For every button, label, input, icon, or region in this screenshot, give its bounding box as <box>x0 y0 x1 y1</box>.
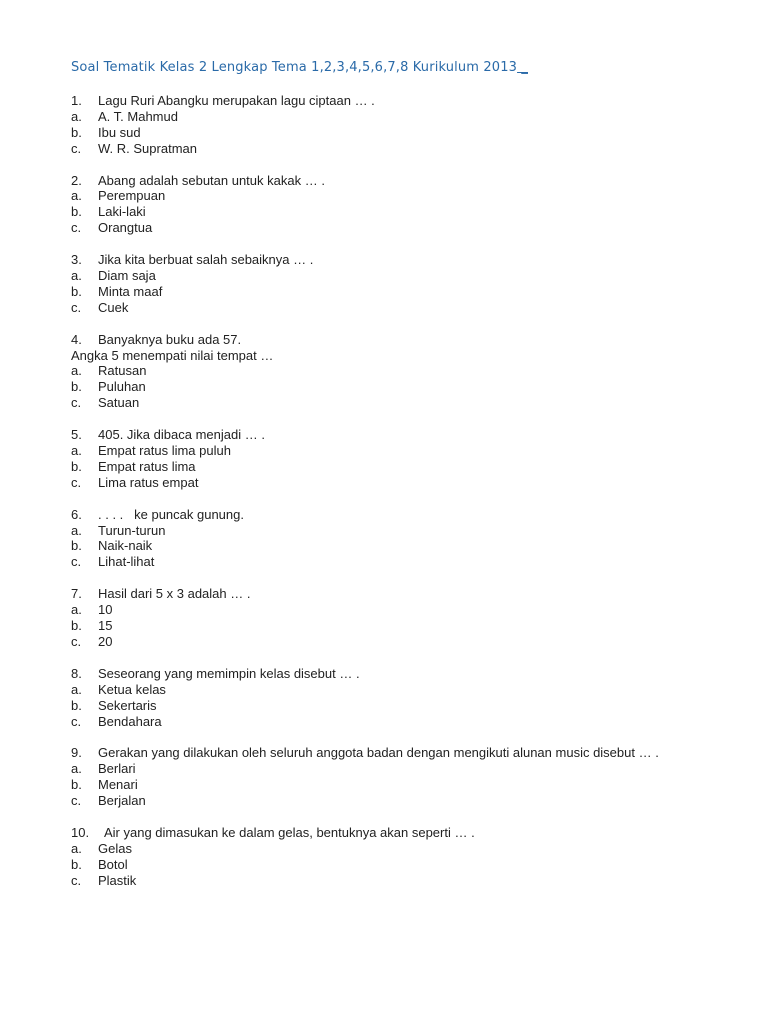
option-text: 15 <box>98 618 113 634</box>
option-c <box>71 395 751 411</box>
option-text: Cuek <box>98 299 129 315</box>
option-c <box>71 714 751 730</box>
option-b <box>71 777 751 793</box>
option-text: Berlari <box>98 761 136 777</box>
option-text: Empat ratus lima <box>98 458 196 474</box>
question-number: 4. <box>71 331 82 347</box>
option-b <box>71 284 751 300</box>
option-c <box>71 300 751 316</box>
option-letter: a. <box>71 363 82 379</box>
option-text: Satuan <box>98 395 140 411</box>
title-underscore: _ <box>517 60 528 75</box>
option-b <box>71 204 751 220</box>
option-letter: c. <box>71 793 82 809</box>
option-letter: a. <box>71 840 82 856</box>
question-list <box>71 93 751 905</box>
option-letter: a. <box>71 761 82 777</box>
option-text: Ibu sud <box>98 124 141 140</box>
option-letter: b. <box>71 379 82 395</box>
option-text: Bendahara <box>98 713 162 729</box>
option-c <box>71 873 751 889</box>
option-letter: b. <box>71 538 82 554</box>
option-letter: a. <box>71 522 82 538</box>
option-text: Sekertaris <box>98 697 157 713</box>
option-text: Plastik <box>98 872 137 888</box>
question-text: Jika kita berbuat salah sebaiknya … . <box>98 252 314 268</box>
option-b <box>71 379 751 395</box>
question-stem <box>71 252 751 268</box>
document-title <box>71 60 528 75</box>
question-stem <box>71 745 751 761</box>
question-stem <box>71 173 751 189</box>
question-stem <box>71 586 751 602</box>
option-b <box>71 125 751 141</box>
option-text: Minta maaf <box>98 283 163 299</box>
option-letter: c. <box>71 554 82 570</box>
option-letter: b. <box>71 856 82 872</box>
question-text: Hasil dari 5 x 3 adalah … . <box>98 586 251 602</box>
option-letter: c. <box>71 299 82 315</box>
option-a <box>71 761 751 777</box>
question-1 <box>71 93 751 157</box>
option-c <box>71 141 751 157</box>
option-text: A. T. Mahmud <box>98 108 178 124</box>
option-b <box>71 459 751 475</box>
option-letter: b. <box>71 124 82 140</box>
option-text: Perempuan <box>98 188 166 204</box>
option-letter: a. <box>71 108 82 124</box>
option-text: 10 <box>98 602 113 618</box>
option-letter: b. <box>71 283 82 299</box>
option-text: Diam saja <box>98 268 156 284</box>
option-text: Puluhan <box>98 379 146 395</box>
question-text: Gerakan yang dilakukan oleh seluruh anggota badan dengan mengikuti alunan music disebut … . <box>98 745 659 761</box>
option-letter: c. <box>71 140 82 156</box>
title-text: Soal Tematik Kelas 2 Lengkap Tema 1,2,3,4,5,6,7,8 Kurikulum 2013 <box>71 60 518 75</box>
option-text: Botol <box>98 856 128 872</box>
option-letter: b. <box>71 458 82 474</box>
question-8 <box>71 666 751 730</box>
question-number: 6. <box>71 506 82 522</box>
option-c <box>71 793 751 809</box>
option-text: 20 <box>98 633 113 649</box>
option-text: W. R. Supratman <box>98 140 197 156</box>
option-text: Gelas <box>98 840 132 856</box>
option-text: Berjalan <box>98 793 146 809</box>
question-9 <box>71 745 751 809</box>
option-text: Naik-naik <box>98 538 153 554</box>
question-stem <box>71 332 751 348</box>
option-letter: c. <box>71 872 82 888</box>
question-substem: Angka 5 menempati nilai tempat … <box>71 347 274 363</box>
question-10 <box>71 825 751 889</box>
option-a <box>71 363 751 379</box>
question-stem <box>71 427 751 443</box>
question-4 <box>71 332 751 411</box>
option-b <box>71 618 751 634</box>
option-a <box>71 268 751 284</box>
option-text: Lima ratus empat <box>98 474 199 490</box>
option-letter: c. <box>71 633 82 649</box>
question-6 <box>71 507 751 571</box>
option-a <box>71 523 751 539</box>
option-c <box>71 634 751 650</box>
question-text: Lagu Ruri Abangku merupakan lagu ciptaan … . <box>98 93 375 108</box>
option-letter: a. <box>71 681 82 697</box>
question-text: Seseorang yang memimpin kelas disebut … . <box>98 665 360 681</box>
question-stem <box>71 507 751 523</box>
question-number: 7. <box>71 586 82 602</box>
option-letter: c. <box>71 713 82 729</box>
option-letter: a. <box>71 268 82 284</box>
question-text: . . . . ke puncak gunung. <box>98 506 244 522</box>
question-3 <box>71 252 751 316</box>
option-letter: b. <box>71 777 82 793</box>
option-a <box>71 188 751 204</box>
option-letter: b. <box>71 697 82 713</box>
option-b <box>71 538 751 554</box>
option-c <box>71 554 751 570</box>
option-a <box>71 109 751 125</box>
question-number: 2. <box>71 172 82 188</box>
option-text: Orangtua <box>98 220 153 236</box>
question-text: Air yang dimasukan ke dalam gelas, bentuknya akan seperti … . <box>104 824 475 840</box>
option-text: Ketua kelas <box>98 681 166 697</box>
option-b <box>71 698 751 714</box>
option-text: Lihat-lihat <box>98 554 155 570</box>
question-number: 3. <box>71 252 82 268</box>
question-number: 8. <box>71 665 82 681</box>
question-number: 1. <box>71 93 82 108</box>
option-text: Turun-turun <box>98 522 166 538</box>
option-text: Ratusan <box>98 363 147 379</box>
option-a <box>71 602 751 618</box>
question-text: Banyaknya buku ada 57. <box>98 331 242 347</box>
option-letter: b. <box>71 618 82 634</box>
question-number: 9. <box>71 745 82 761</box>
question-text: Abang adalah sebutan untuk kakak … . <box>98 172 325 188</box>
option-c <box>71 475 751 491</box>
option-text: Menari <box>98 777 138 793</box>
question-7 <box>71 586 751 650</box>
question-2 <box>71 173 751 237</box>
option-letter: a. <box>71 188 82 204</box>
option-letter: a. <box>71 602 82 618</box>
option-text: Empat ratus lima puluh <box>98 443 231 459</box>
question-stem <box>71 666 751 682</box>
question-number: 10. <box>71 824 90 840</box>
option-letter: b. <box>71 204 82 220</box>
option-letter: c. <box>71 220 82 236</box>
option-a <box>71 443 751 459</box>
question-stem <box>71 825 751 841</box>
option-letter: c. <box>71 474 82 490</box>
option-text: Laki-laki <box>98 204 146 220</box>
question-5 <box>71 427 751 491</box>
question-text: 405. Jika dibaca menjadi … . <box>98 427 265 443</box>
option-b <box>71 857 751 873</box>
option-a <box>71 682 751 698</box>
question-stem <box>71 93 751 109</box>
option-c <box>71 220 751 236</box>
question-number: 5. <box>71 427 82 443</box>
option-a <box>71 841 751 857</box>
option-letter: c. <box>71 395 82 411</box>
option-letter: a. <box>71 443 82 459</box>
